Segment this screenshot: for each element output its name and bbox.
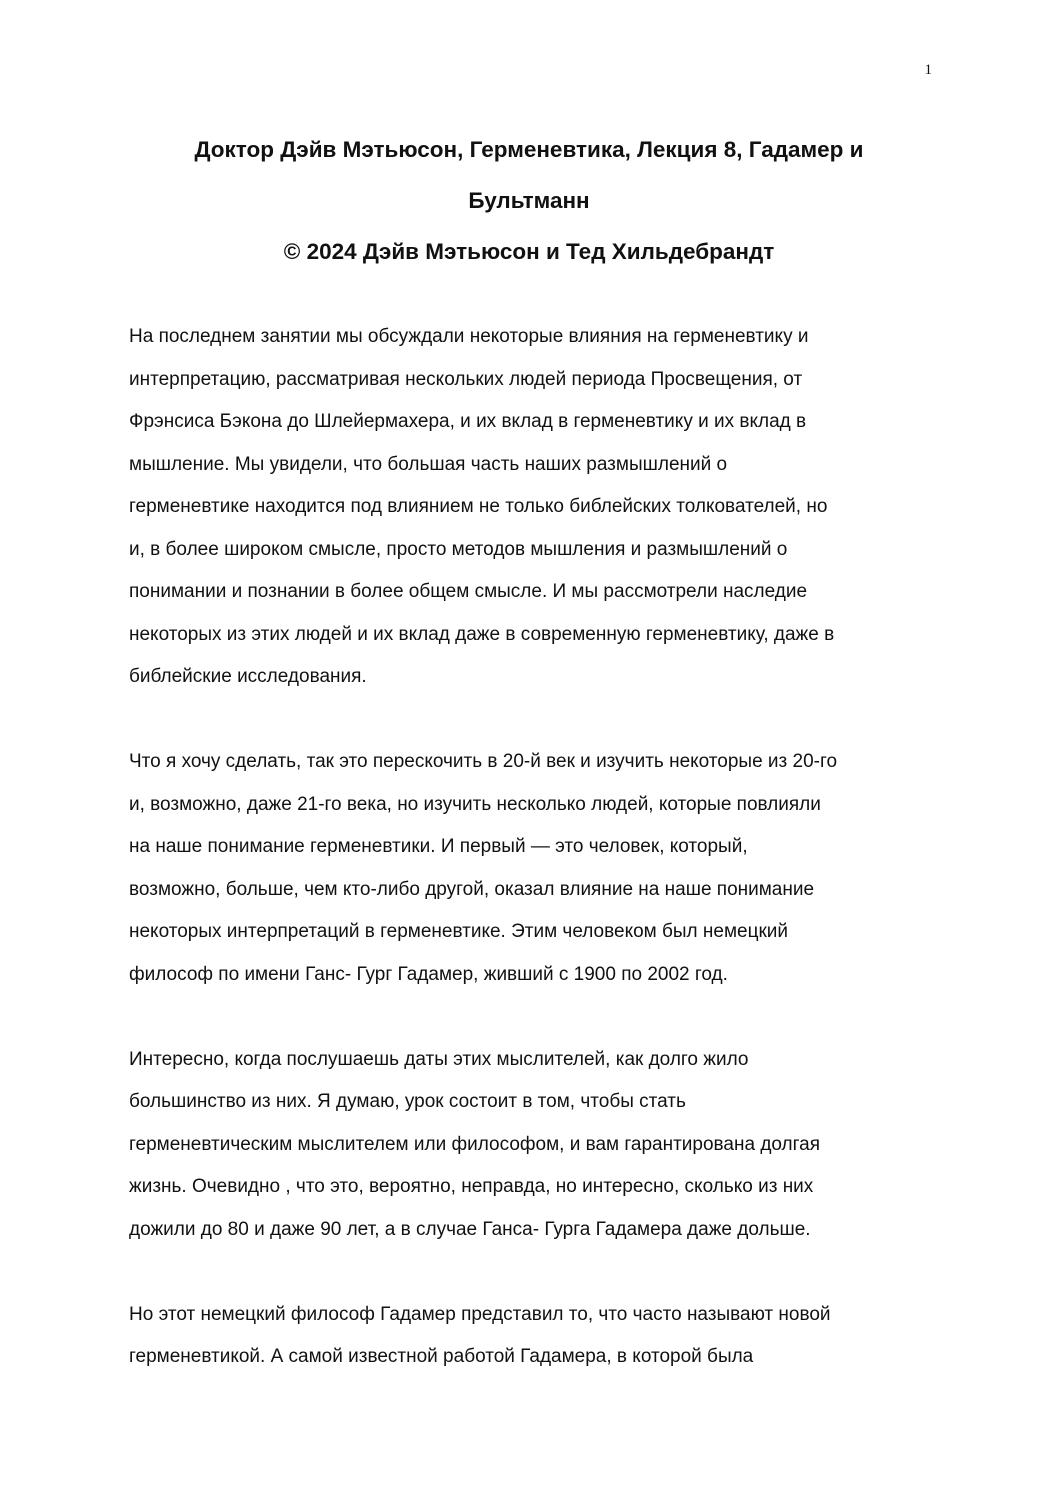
text-line: интерпретацию, рассматривая нескольких людей периода Просвещения, от	[129, 368, 803, 390]
text-line: мышление. Мы увидели, что большая часть наших размышлений о	[129, 453, 728, 475]
paragraph-4	[129, 1294, 925, 1379]
text-line: на наше понимание герменевтики. И первый — это человек, который,	[129, 836, 748, 857]
text-line: библейские исследования.	[129, 666, 367, 687]
text-line: Фрэнсиса Бэкона до Шлейермахера, и их вклад в герменевтику и их вклад в	[129, 411, 807, 432]
text-line: большинство из них. Я думаю, урок состоит в том, чтобы стать	[129, 1091, 686, 1112]
text-line: Но этот немецкий философ Гадамер представил то, что часто называют новой	[129, 1303, 831, 1325]
title-line-1: Доктор Дэйв Мэтьюсон, Герменевтика, Лекция 8, Гадамер и	[194, 137, 864, 162]
text-line: возможно, больше, чем кто-либо другой, оказал влияние на наше понимание	[129, 878, 815, 900]
document-body	[129, 316, 925, 1421]
paragraph-1	[129, 316, 925, 699]
text-line: дожили до 80 и даже 90 лет, а в случае Ганса- Гурга Гадамера даже дольше.	[129, 1218, 811, 1240]
paragraph-3	[129, 1039, 925, 1252]
text-line: герменевтическим мыслителем или философом, и вам гарантирована долгая	[129, 1133, 821, 1155]
title-line-2: Бультманн	[468, 188, 590, 213]
paragraph-2	[129, 741, 925, 996]
text-line: философ по имени Ганс- Гург Гадамер, живший с 1900 по 2002 год.	[129, 963, 728, 985]
text-line: и, в более широком смысле, просто методов мышления и размышлений о	[129, 538, 788, 560]
text-line: некоторых интерпретаций в герменевтике. Этим человеком был немецкий	[129, 921, 789, 942]
copyright-line: © 2024 Дэйв Мэтьюсон и Тед Хильдебрандт	[283, 239, 775, 264]
text-line: герменевтикой. А самой известной работой Гадамера, в которой была	[129, 1346, 754, 1367]
text-line: Интересно, когда послушаешь даты этих мыслителей, как долго жило	[129, 1048, 749, 1070]
text-line: жизнь. Очевидно , что это, вероятно, неправда, но интересно, сколько из них	[129, 1176, 814, 1197]
document-title	[0, 124, 1058, 277]
text-line: На последнем занятии мы обсуждали некоторые влияния на герменевтику и	[129, 326, 809, 347]
text-line: герменевтике находится под влиянием не только библейских толкователей, но	[129, 496, 828, 517]
text-line: понимании и познании в более общем смысле. И мы рассмотрели наследие	[129, 581, 808, 602]
text-line: некоторых из этих людей и их вклад даже в современную герменевтику, даже в	[129, 623, 835, 645]
text-line: и, возможно, даже 21-го века, но изучить несколько людей, которые повлияли	[129, 793, 821, 815]
page-number: 1	[924, 62, 932, 78]
text-line: Что я хочу сделать, так это перескочить в 20-й век и изучить некоторые из 20-го	[129, 751, 838, 772]
